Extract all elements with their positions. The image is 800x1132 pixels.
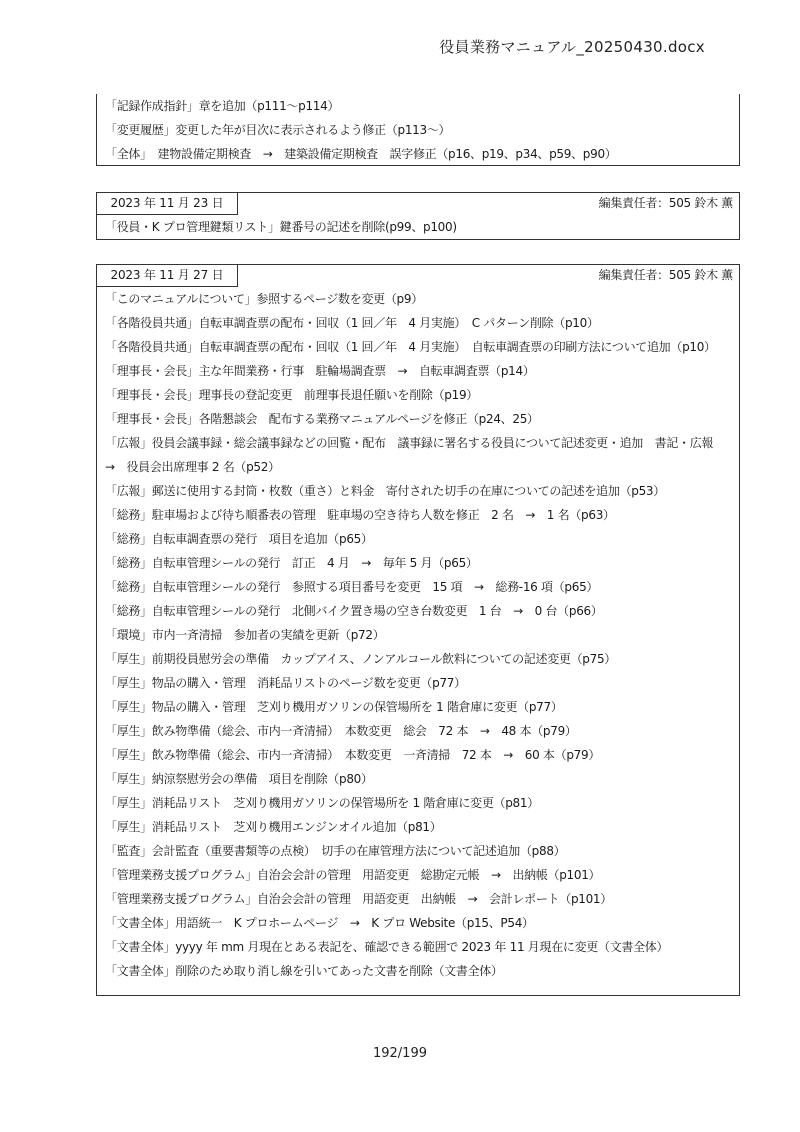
document-title: 役員業務マニュアル_20250430.docx — [439, 38, 705, 56]
changelog-block-20231127 — [96, 264, 740, 996]
changelog-editor: 編集責任者：505 鈴木 薫 — [598, 268, 733, 282]
changelog-row: 「総務」自転車管理シールの発行 訂正 4 月 → 毎年 5 月（p65） — [105, 556, 478, 570]
changelog-row: 「総務」駐車場および待ち順番表の管理 駐車場の空き待ち人数を修正 2 名 → 1 名（p63） — [105, 508, 615, 522]
changelog-row: 「各階役員共通」自転車調査票の配布・回収（1 回／年 4 月実施） 自転車調査票の印刷方法について追加（p10） — [105, 340, 716, 354]
changelog-row: 「このマニュアルについて」参照するページ数を変更（p9） — [105, 292, 423, 306]
changelog-header — [97, 193, 739, 215]
changelog-row: 「全体」 建物設備定期検査 → 建築設備定期検査 誤字修正（p16、p19、p34、p59、p90） — [105, 147, 617, 161]
changelog-row: 「厚生」消耗品リスト 芝刈り機用ガソリンの保管場所を 1 階倉庫に変更（p81） — [105, 796, 539, 810]
changelog-row: 「厚生」前期役員慰労会の準備 カップアイス、ノンアルコール飲料についての記述変更（p75） — [105, 652, 616, 666]
changelog-date: 2023 年 11 月 23 日 — [97, 193, 238, 215]
changelog-date: 2023 年 11 月 27 日 — [97, 265, 238, 287]
changelog-block-20231123 — [96, 192, 740, 240]
changelog-header — [97, 265, 739, 287]
changelog-row: 「広報」役員会議事録・総会議事録などの回覧・配布 議事録に署名する役員について記述変更・追加 書記・広報 → 役員会出席理事 2 名（p52） — [105, 436, 725, 474]
changelog-row: 「厚生」飲み物準備（総会、市内一斉清掃） 本数変更 一斉清掃 72 本 → 60 本（p79） — [105, 748, 601, 762]
changelog-row: 「環境」市内一斉清掃 参加者の実績を更新（p72） — [105, 628, 385, 642]
changelog-row: 「文書全体」yyyy 年 mm 月現在とある表記を、確認できる範囲で 2023 年 11 月現在に変更（文書全体） — [105, 940, 669, 954]
page-number: 192/199 — [372, 1046, 427, 1061]
changelog-row: 「理事長・会長」理事長の登記変更 前理事長退任願いを削除（p19） — [105, 388, 478, 402]
changelog-row: 「総務」自転車調査票の発行 項目を追加（p65） — [105, 532, 373, 546]
changelog-editor: 編集責任者：505 鈴木 薫 — [598, 196, 733, 210]
changelog-row: 「文書全体」用語統一 K プロホームページ → K プロ Website（p15、P54） — [105, 916, 534, 930]
changelog-row: 「文書全体」削除のため取り消し線を引いてあった文書を削除（文書全体） — [105, 964, 503, 978]
changelog-row: 「監査」会計監査（重要書類等の点検） 切手の在庫管理方法について記述追加（p88） — [105, 844, 566, 858]
changelog-row: 「理事長・会長」各階懇談会 配布する業務マニュアルページを修正（p24、25） — [105, 412, 539, 426]
changelog-row: 「厚生」物品の購入・管理 消耗品リストのページ数を変更（p77） — [105, 676, 466, 690]
changelog-row: 「管理業務支援プログラム」自治会会計の管理 用語変更 出納帳 → 会計レポート（p101） — [105, 892, 612, 906]
changelog-row: 「厚生」飲み物準備（総会、市内一斉清掃） 本数変更 総会 72 本 → 48 本（p79） — [105, 724, 577, 738]
changelog-row: 「管理業務支援プログラム」自治会会計の管理 用語変更 総勘定元帳 → 出納帳（p101） — [105, 868, 601, 882]
changelog-row: 「理事長・会長」主な年間業務・行事 駐輪場調査票 → 自転車調査票（p14） — [105, 364, 535, 378]
changelog-row: 「厚生」物品の購入・管理 芝刈り機用ガソリンの保管場所を 1 階倉庫に変更（p77） — [105, 700, 563, 714]
changelog-row: 「変更履歴」変更した年が目次に表示されるよう修正（p113〜） — [105, 123, 451, 137]
changelog-row: 「総務」自転車管理シールの発行 北側バイク置き場の空き台数変更 1 台 → 0 台（p66） — [105, 604, 603, 618]
changelog-row: 「厚生」納涼祭慰労会の準備 項目を削除（p80） — [105, 772, 373, 786]
changelog-row: 「総務」自転車管理シールの発行 参照する項目番号を変更 15 項 → 総務-16 項（p65） — [105, 580, 599, 594]
changelog-row: 「各階役員共通」自転車調査票の配布・回収（1 回／年 4 月実施） C パターン削除（p10） — [105, 316, 599, 330]
changelog-row: 「厚生」消耗品リスト 芝刈り機用エンジンオイル追加（p81） — [105, 820, 442, 834]
changelog-row: 「役員・K プロ管理鍵類リスト」鍵番号の記述を削除(p99、p100) — [105, 220, 457, 234]
changelog-row: 「記録作成指針」章を追加（p111〜p114） — [105, 99, 340, 113]
changelog-row: 「広報」郵送に使用する封筒・枚数（重さ）と料金 寄付された切手の在庫についての記述を追加（p53） — [105, 484, 665, 498]
changelog-block-continued — [96, 94, 740, 166]
